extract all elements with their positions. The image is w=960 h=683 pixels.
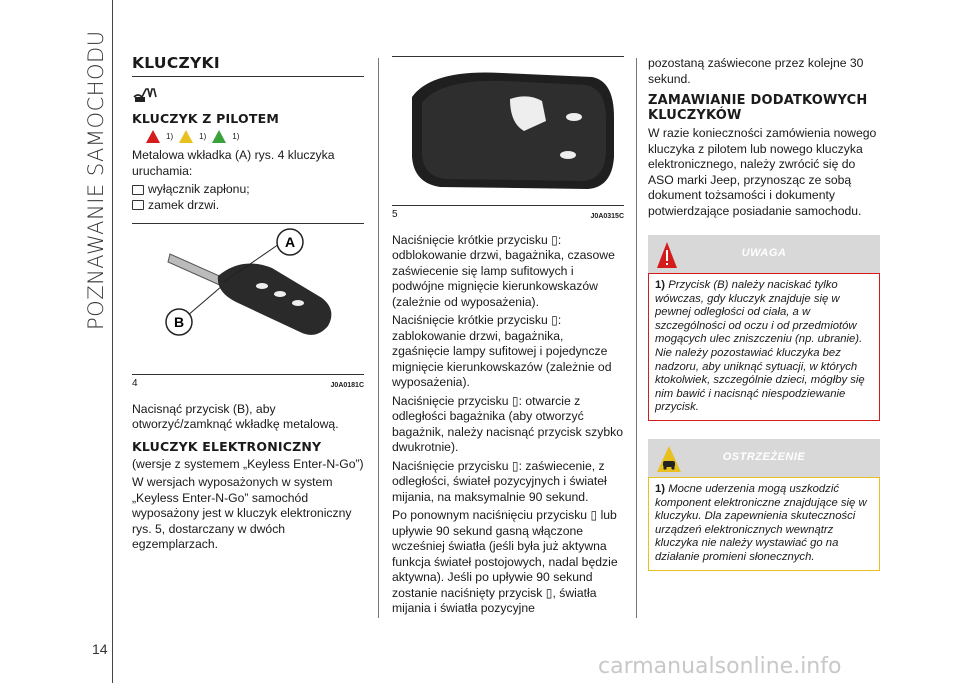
paragraph: Metalowa wkładka (A) rys. 4 kluczyka uruchamia: bbox=[132, 148, 335, 178]
figure-caption bbox=[392, 207, 624, 225]
paragraph: Naciśnięcie przycisku ▯: zaświecenie, z odległości, świateł pozycyjnych i świateł mijania, na maksymalnie 90 sekund. bbox=[392, 458, 607, 504]
paragraph: Naciśnięcie krótkie przycisku ▯: odblokowanie drzwi, bagażnika, czasowe zaświecenie się lamp sufitowych i podwójne mignięcie kierunkowskazów (zależnie od wyposażenia). bbox=[392, 232, 615, 309]
figure-number: 5 bbox=[392, 209, 398, 220]
paragraph: pozostaną zaświecone przez kolejne 30 sekund. bbox=[648, 56, 864, 86]
electronic-key-illustration bbox=[392, 57, 624, 205]
column-2 bbox=[392, 56, 624, 620]
caution-car-icon bbox=[656, 445, 682, 473]
ref-mark: 1) bbox=[166, 131, 174, 141]
uwaga-box bbox=[648, 235, 880, 421]
caution-icon bbox=[179, 130, 193, 143]
note-text: Przycisk (B) należy naciskać tylko wówczas, gdy kluczyk znajduje się w pewnej odległości od ciała, a w szczególności od oczu i od przedmiotów mogących ulec zniszczeniu (np. ubranie). Nie należy pozostawiać kluczyka bez nadzoru, aby uniknąć sytuacji, w których ktokolwiek, szczególnie dzieci, mógłby się nim bawić i nacisnąć niespodziewanie przycisk. bbox=[655, 279, 865, 414]
bullet-icon bbox=[132, 185, 144, 195]
title-rule bbox=[132, 76, 364, 77]
watermark: carmanualsonline.info bbox=[598, 654, 842, 679]
environment-icon bbox=[212, 130, 226, 143]
section-title: ZAMAWIANIE DODATKOWYCH KLUCZYKÓW bbox=[648, 93, 868, 123]
ref-mark: 1) bbox=[232, 131, 240, 141]
column-3 bbox=[648, 56, 880, 571]
subsection-title: KLUCZYK ELEKTRONICZNY bbox=[132, 438, 322, 454]
subsection-title: KLUCZYK Z PILOTEM bbox=[132, 110, 279, 126]
column-divider bbox=[378, 58, 379, 618]
paragraph: Nacisnąć przycisk (B), aby otworzyć/zamknąć wkładkę metalową. bbox=[132, 401, 339, 431]
figure-4 bbox=[132, 223, 364, 375]
note-text: Mocne uderzenia mogą uszkodzić komponent elektroniczne znajdujące się w kluczyku. Dla zapewnienia skuteczności urządzeń elektronicznych wewnątrz kluczyka nie należy wystawiać go na działanie promieni słonecznych. bbox=[655, 482, 867, 563]
ref-mark: 1) bbox=[199, 131, 207, 141]
list-item: wyłącznik zapłonu; bbox=[132, 182, 364, 198]
paragraph: W razie konieczności zamówienia nowego kluczyka z pilotem lub nowego kluczyka elektronicznego, należy zwrócić się do ASO marki Jeep, przynosząc ze sobą dokument tożsamości i dokumenty potwierdzające posiadanie samochodu. bbox=[648, 126, 877, 218]
bullet-icon bbox=[132, 200, 144, 210]
label-a: A bbox=[284, 234, 296, 250]
figure-number: 4 bbox=[132, 378, 138, 389]
chapter-title: POZNAWANIE SAMOCHODU bbox=[84, 30, 108, 330]
list-item: zamek drzwi. bbox=[132, 198, 364, 214]
paragraph: (wersje z systemem „Keyless Enter-N-Go”) bbox=[132, 456, 364, 471]
uwaga-title: UWAGA bbox=[741, 247, 787, 260]
page-number: 14 bbox=[92, 641, 108, 657]
hand-key-icon bbox=[132, 83, 364, 105]
paragraph: W wersjach wyposażonych w system „Keyless Enter-N-Go” samochód wyposażony jest w kluczyk elektroniczny rys. 5, dostarczany w dwóch egzemplarzach. bbox=[132, 475, 352, 551]
paragraph: Naciśnięcie krótkie przycisku ▯: zablokowanie drzwi, bagażnika, zgaśnięcie lampy sufitowej i pojedyncze mignięcie kierunkowskazów (zależnie od wyposażenia). bbox=[392, 313, 612, 389]
uwaga-body bbox=[648, 273, 880, 421]
danger-icon bbox=[146, 130, 160, 143]
paragraph: Po ponownym naciśnięciu przycisku ▯ lub upływie 90 sekund gasną włączone wcześniej światła (jeśli była już aktywna funkcja świateł postojowych, nadal będzie aktywna). Jeśli po upływie 90 sekund zostanie naciśnięty przycisk ▯, światła mijania i światła pozycyjne bbox=[392, 508, 618, 615]
warning-icons bbox=[146, 129, 364, 145]
paragraph: Naciśnięcie przycisku ▯: otwarcie z odległości bagażnika (aby otworzyć bagażnik, należy nacisnąć przycisk szybko dwukrotnie). bbox=[392, 393, 623, 454]
note-number: 1) bbox=[655, 279, 666, 291]
ostrzezenie-box bbox=[648, 439, 880, 571]
figure-5 bbox=[392, 56, 624, 206]
key-fob-illustration bbox=[132, 224, 364, 374]
chapter-rule bbox=[112, 0, 113, 683]
figure-code: J0A0181C bbox=[330, 382, 364, 389]
note-number: 1) bbox=[655, 482, 666, 495]
figure-code: J0A0315C bbox=[590, 213, 624, 220]
warning-icon bbox=[656, 241, 678, 269]
ostrzezenie-header bbox=[648, 439, 880, 477]
label-b: B bbox=[173, 314, 185, 330]
column-1 bbox=[132, 56, 364, 556]
column-divider bbox=[636, 58, 637, 618]
section-title: KLUCZYKI bbox=[132, 54, 220, 72]
ostrzezenie-body bbox=[648, 477, 880, 571]
ostrzezenie-title: OSTRZEŻENIE bbox=[722, 451, 806, 464]
figure-caption bbox=[132, 376, 364, 394]
uwaga-header bbox=[648, 235, 880, 273]
